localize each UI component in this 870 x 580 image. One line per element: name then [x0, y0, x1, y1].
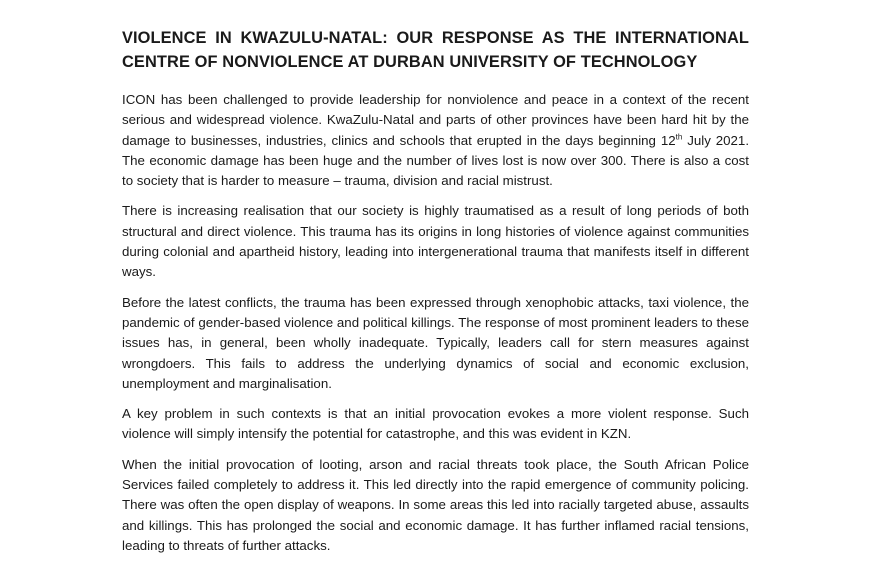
- paragraph-4: A key problem in such contexts is that an initial provocation evokes a more violent response. Such violence will simply intensify the potential for catastrophe, and this was evident in KZN.: [122, 406, 749, 442]
- paragraph-5: When the initial provocation of looting, arson and racial threats took place, the South African Police Services failed completely to address it. This led directly into the rapid emergence of community policing. There was often the open display of weapons. In some areas this led into racially targeted abuse, assaults and killings. This has prolonged the social and economic damage. It has further inflamed racial tensions, leading to threats of further attacks.: [122, 456, 749, 553]
- paragraph-1: [122, 90, 749, 191]
- paragraph-2: There is increasing realisation that our society is highly traumatised as a result of long periods of both structural and direct violence. This trauma has its origins in long histories of violence against communities during colonial and apartheid history, leading into intergenerational trauma that manifests itself in different ways.: [122, 203, 749, 280]
- ordinal-suffix: th: [675, 132, 683, 142]
- paragraph-1-text-end: July 2021. The economic damage has been huge and the number of lives lost is now over 300. There is also a cost to society that is harder to measure – trauma, division and racial mistrust.: [122, 132, 750, 189]
- paragraph-3: Before the latest conflicts, the trauma has been expressed through xenophobic attacks, taxi violence, the pandemic of gender-based violence and political killings. The response of most prominent leaders to these issues has, in general, been wholly inadequate. Typically, leaders call for stern measures against wrongdoers. This fails to address the underlying dynamics of social and economic exclusion, unemployment and marginalisation.: [122, 294, 749, 391]
- document-page: [122, 26, 749, 566]
- document-title: VIOLENCE IN KWAZULU-NATAL: OUR RESPONSE AS THE INTERNATIONAL CENTRE OF NONVIOLENCE AT DURBAN UNIVERSITY OF TECHNOLOGY: [122, 29, 749, 71]
- paragraph-1-text-start: ICON has been challenged to provide leadership for nonviolence and peace in a context of the recent serious and widespread violence. KwaZulu-Natal and parts of other provinces have been hard hit by the damage to businesses, industries, clinics and schools that erupted in the days beginning 12: [122, 92, 749, 148]
